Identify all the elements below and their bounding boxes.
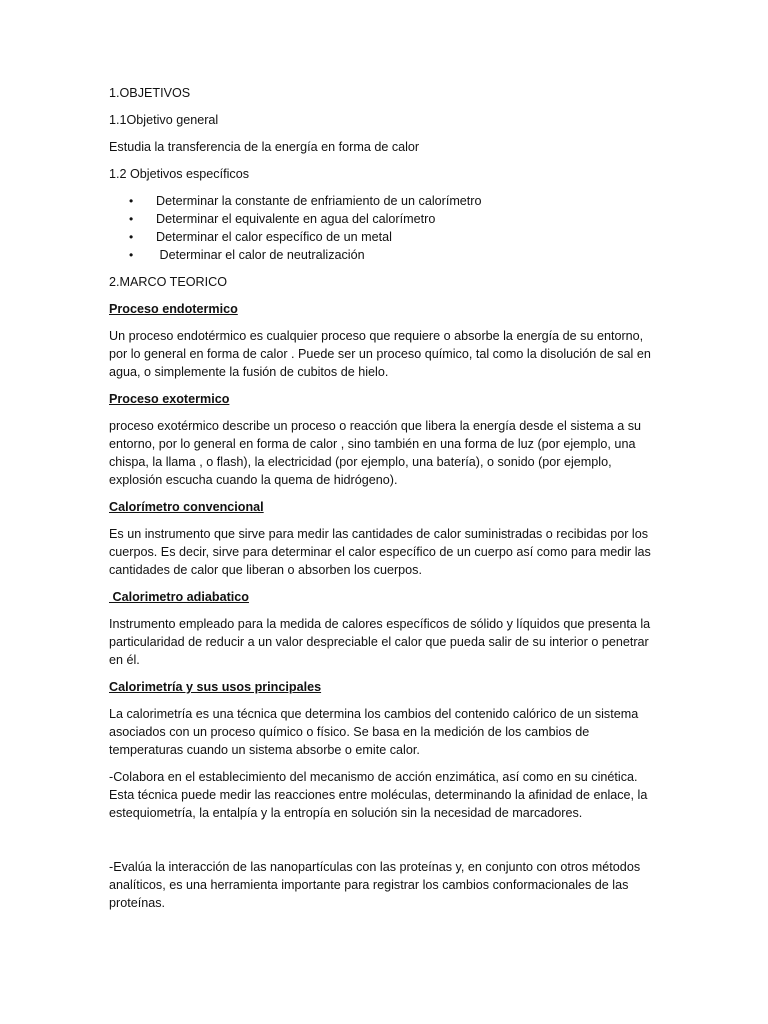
- subsection-title-endotermico: Proceso endotermico: [109, 302, 238, 316]
- exotermico-text: proceso exotérmico describe un proceso o reacción que libera la energía desde el sistema a su entorno, por lo general en forma de calor , sino también en una forma de luz (por ejemplo, una chispa, la llama , o flash), la electricidad (por ejemplo, una batería), o sonido (por ejemplo, explosión escucha cuando la quema de hidrógeno).: [109, 419, 642, 487]
- list-item-text: Determinar la constante de enfriamiento de un calorímetro: [156, 194, 482, 208]
- section-title-objetivo-general: 1.1Objetivo general: [109, 113, 219, 127]
- subsection-title-exotermico: Proceso exotermico: [109, 392, 230, 406]
- objetivo-general-text: Estudia la transferencia de la energía en forma de calor: [109, 140, 420, 154]
- list-item-text: Determinar el calor de neutralización: [156, 248, 365, 262]
- list-item: [109, 246, 664, 264]
- subsection-title-calorimetro-adiabatico: Calorimetro adiabatico: [109, 590, 249, 604]
- bullet-icon: •: [129, 248, 134, 262]
- subsection-title-calorimetro-convencional: Calorímetro convencional: [109, 500, 264, 514]
- list-item: [109, 192, 664, 210]
- list-item-text: Determinar el equivalente en agua del calorímetro: [156, 212, 436, 226]
- bullet-icon: •: [129, 230, 134, 244]
- section-title-marco-teorico: 2.MARCO TEORICO: [109, 275, 228, 289]
- section-title-objetivos-especificos: 1.2 Objetivos específicos: [109, 167, 250, 181]
- calorimetro-convencional-text: Es un instrumento que sirve para medir las cantidades de calor suministradas o recibidas por los cuerpos. Es decir, sirve para determinar el calor específico de un cuerpo así como para medir las cantidades de calor que liberan o absorben los cuerpos.: [109, 527, 651, 577]
- list-item: [109, 210, 664, 228]
- bullet-icon: •: [129, 194, 134, 208]
- bullet-icon: •: [129, 212, 134, 226]
- subsection-title-calorimetria: Calorimetría y sus usos principales: [109, 680, 322, 694]
- section-title-objetivos: 1.OBJETIVOS: [109, 86, 191, 100]
- calorimetria-uso-1: -Colabora en el establecimiento del mecanismo de acción enzimática, así como en su cinética. Esta técnica puede medir las reacciones entre moléculas, determinando la afinidad de enlace, la estequiometría, la entalpía y la entropía en solución sin la necesidad de marcadores.: [109, 770, 648, 820]
- list-item: [109, 228, 664, 246]
- list-item-text: Determinar el calor específico de un metal: [156, 230, 392, 244]
- calorimetria-uso-2: -Evalúa la interacción de las nanopartículas con las proteínas y, en conjunto con otros métodos analíticos, es una herramienta importante para registrar los cambios conformacionales de las proteínas.: [109, 860, 641, 910]
- objetivos-especificos-list: [109, 192, 664, 264]
- calorimetro-adiabatico-text: Instrumento empleado para la medida de calores específicos de sólido y líquidos que presenta la particularidad de reducir a un valor despreciable el calor que pueda salir de su interior o penetrar en él.: [109, 617, 651, 667]
- calorimetria-text: La calorimetría es una técnica que determina los cambios del contenido calórico de un sistema asociados con un proceso químico o físico. Se basa en la medición de los cambios de temperaturas cuando un sistema absorbe o emite calor.: [109, 707, 639, 757]
- document-body: [109, 84, 664, 921]
- blank-line: [109, 831, 664, 858]
- endotermico-text: Un proceso endotérmico es cualquier proceso que requiere o absorbe la energía de su entorno, por lo general en forma de calor . Puede ser un proceso químico, tal como la disolución de sal en agua, o simplemente la fusión de cubitos de hielo.: [109, 329, 651, 379]
